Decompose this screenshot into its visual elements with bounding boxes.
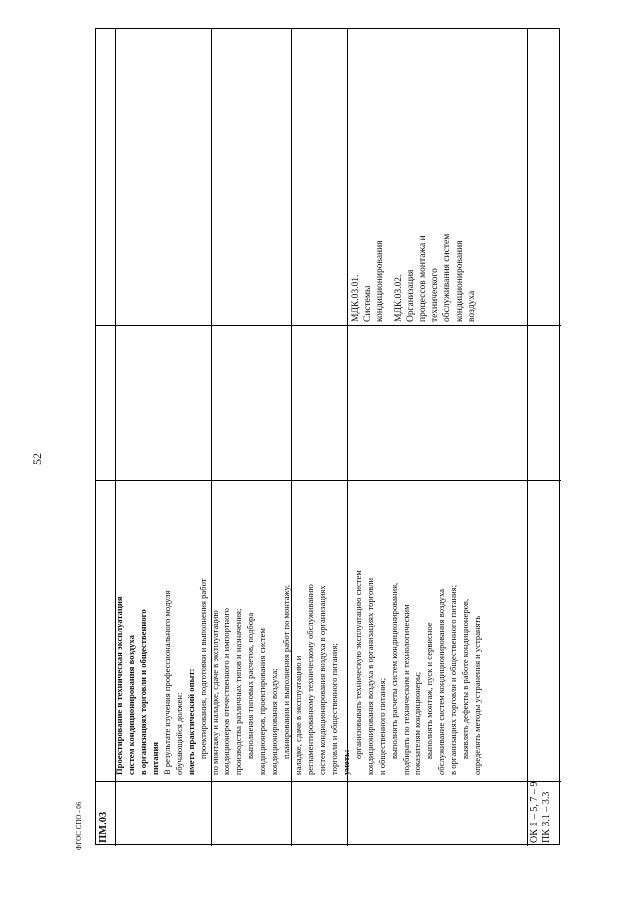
experience-line: кондиционирования воздуха;: [269, 668, 280, 775]
module-code-cell: [96, 782, 115, 846]
skills-line: выполнять монтаж, пуск и сервисное: [424, 622, 435, 759]
skills-line: определять методы устранения и устранять: [472, 615, 483, 775]
experience-line: регламентированному техническому обслуживанию: [305, 584, 315, 775]
skills-line: подбирать по техническим и технологическим: [400, 604, 411, 775]
module-title-line: систем кондиционирования воздуха: [125, 635, 136, 775]
experience-line: кондиционеров отечественного и импортного: [221, 608, 232, 775]
experience-line: планирования и выполнения работ по монтажу,: [281, 584, 292, 759]
intro-line: В результате изучения профессионального модуля: [161, 590, 172, 775]
skills-line: обслуживание систем кондиционирования воздуха: [436, 589, 447, 775]
module-code: ПМ.03: [98, 811, 109, 843]
row-competencies-column: [527, 29, 561, 846]
skills-heading: уметь:: [340, 749, 351, 775]
skills-line: кондиционирования воздуха в организациях торговли: [364, 577, 375, 775]
competencies-cell: [528, 782, 561, 846]
intro-line: обучающийся должен:: [173, 692, 184, 775]
row-module-code-column: [96, 29, 115, 846]
skills-line: и общественного питания;: [376, 677, 387, 775]
experience-line: по монтажу и наладке, сдаче в эксплуатацию: [209, 610, 220, 775]
experience-line: проектирования, подготовки и выполнения работ: [197, 578, 208, 759]
skills-line: организовывать техническую эксплуатацию систем: [352, 570, 363, 759]
module-title-line: Проектирование и техническая эксплуатация: [114, 596, 124, 775]
experience-line: выполнения типовых расчетов, подбора: [245, 612, 256, 759]
skills-line: выявлять дефекты в работе кондиционеров,: [460, 598, 471, 759]
experience-heading: иметь практический опыт:: [185, 668, 196, 775]
competencies-general: ОК 1 – 5, 7 – 9: [529, 781, 540, 843]
competencies-professional: ПК 3.1 – 3.3: [541, 791, 552, 843]
experience-line: кондиционеров, проектирования систем: [257, 628, 268, 775]
experience-line: наладке, сдаче в эксплуатацию и: [293, 655, 304, 775]
skills-line: показателям кондиционеры;: [412, 671, 423, 775]
module-title-line: питания: [149, 741, 160, 775]
module-title-line: в организациях торговли и общественного: [137, 609, 148, 775]
skills-line: выполнять расчеты систем кондиционирования,: [388, 582, 399, 759]
experience-line: производства различных типов и назначения;: [233, 608, 244, 775]
mdk-item: МДК.03.01. Системы кондиционирования: [351, 240, 386, 322]
page-number: 52: [30, 453, 44, 465]
experience-line: торговли и общественного питания;: [328, 643, 339, 775]
experience-line: систем кондиционирования воздуха в организациях: [316, 585, 327, 775]
skills-line: в организациях торговли и общественного питания;: [448, 584, 459, 775]
mdk-item: МДК.03.02. Организация процессов монтажа и технического обслуживания систем кондиционирования воздуха: [393, 233, 477, 322]
footer-code: ФГОС СПО - 06: [75, 801, 83, 851]
